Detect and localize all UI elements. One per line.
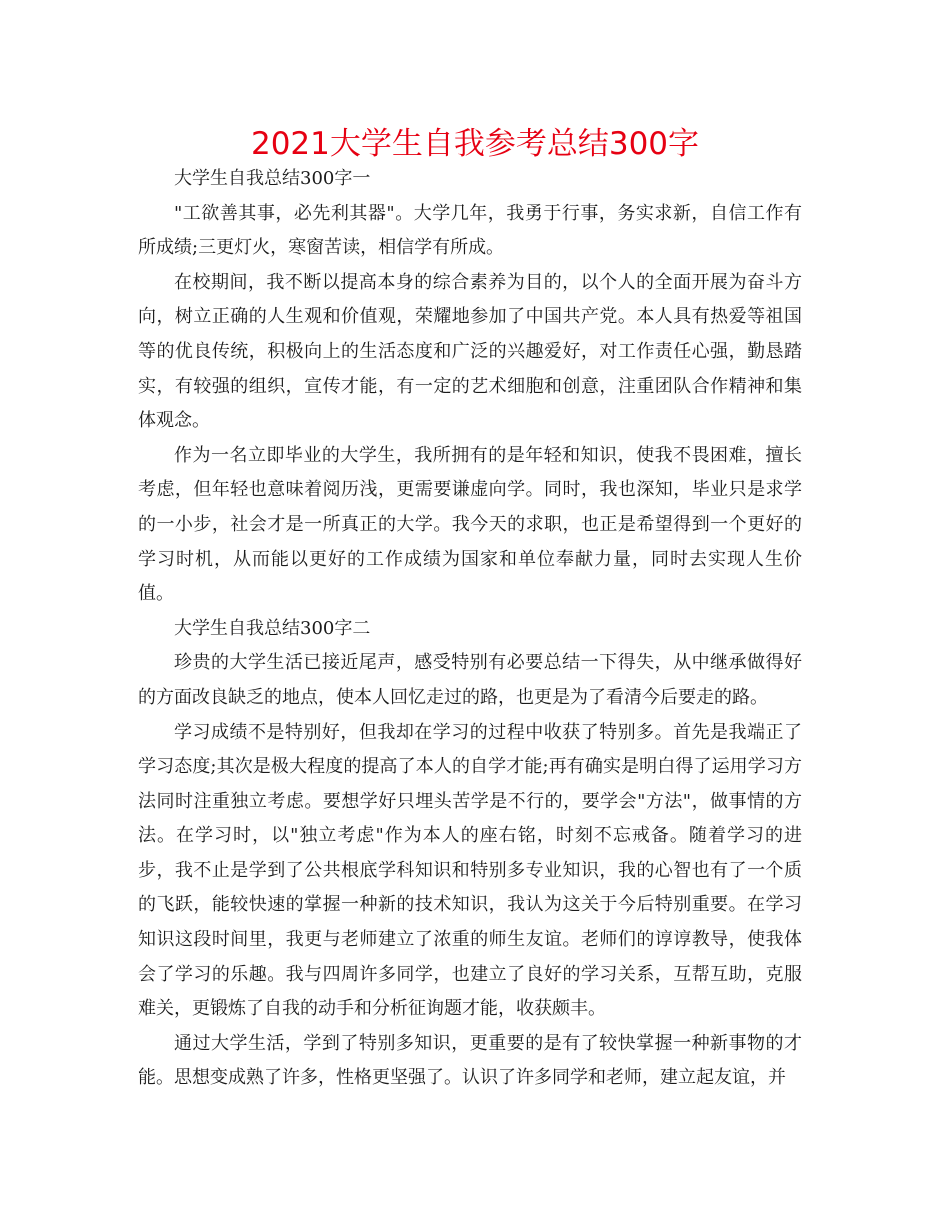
document-body (138, 162, 802, 1096)
paragraph: 珍贵的大学生活已接近尾声，感受特别有必要总结一下得失，从中继承做得好的方面改良缺乏的地点，使本人回忆走过的路，也更是为了看清今后要走的路。 (138, 652, 802, 708)
paragraph: 通过大学生活，学到了特别多知识，更重要的是有了较快掌握一种新事物的才能。思想变成熟了许多，性格更坚强了。认识了许多同学和老师，建立起友谊，并 (138, 1032, 802, 1089)
section-heading-2: 大学生自我总结300字二 (174, 617, 371, 639)
paragraph: 在校期间，我不断以提高本身的综合素养为目的，以个人的全面开展为奋斗方向，树立正确的人生观和价值观，荣耀地参加了中国共产党。本人具有热爱等祖国等的优良传统，积极向上的生活态度和广泛的兴趣爱好，对工作责任心强，勤恳踏实，有较强的组织，宣传才能，有一定的艺术细胞和创意，注重团队合作精神和集体观念。 (138, 271, 802, 432)
paragraph: 学习成绩不是特别好，但我却在学习的过程中收获了特别多。首先是我端正了学习态度;其次是极大程度的提高了本人的自学才能;再有确实是明白得了运用学习方法同时注重独立考虑。要想学好只埋头苦学是不行的，要学会"方法"，做事情的方法。在学习时，以"独立考虑"作为本人的座右铭，时刻不忘戒备。随着学习的进步，我不止是学到了公共根底学科知识和特别多专业知识，我的心智也有了一个质的飞跃，能较快速的掌握一种新的技术知识，我认为这关于今后特别重要。在学习知识这段时间里，我更与老师建立了浓重的师生友谊。老师们的谆谆教导，使我体会了学习的乐趣。我与四周许多同学，也建立了良好的学习关系，互帮互助，克服难关，更锻炼了自我的动手和分析征询题才能，收获颇丰。 (138, 721, 802, 1020)
paragraph: "工欲善其事，必先利其器"。大学几年，我勇于行事，务实求新，自信工作有所成绩;三更灯火，寒窗苦读，相信学有所成。 (138, 202, 802, 259)
document-title: 2021大学生自我参考总结300字 (250, 126, 700, 162)
paragraph: 作为一名立即毕业的大学生，我所拥有的是年轻和知识，使我不畏困难，擅长考虑，但年轻也意味着阅历浅，更需要谦虚向学。同时，我也深知，毕业只是求学的一小步，社会才是一所真正的大学。我今天的求职，也正是希望得到一个更好的学习时机，从而能以更好的工作成绩为国家和单位奉献力量，同时去实现人生价值。 (138, 444, 802, 605)
section-heading-1: 大学生自我总结300字一 (174, 168, 371, 189)
